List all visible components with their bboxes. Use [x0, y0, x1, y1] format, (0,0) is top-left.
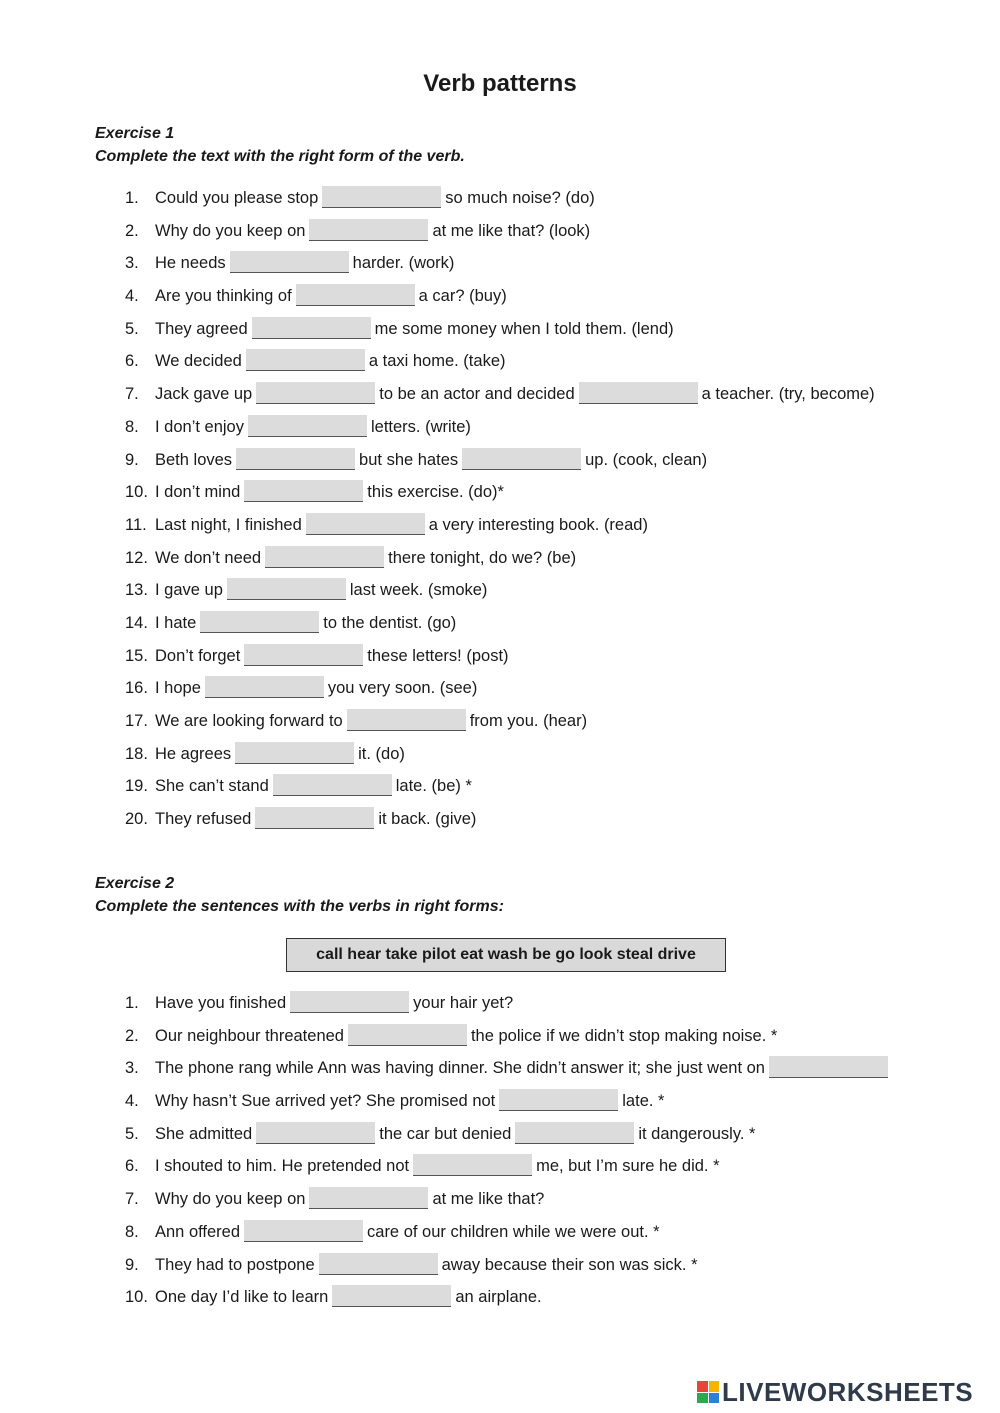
exercise-2-header	[95, 872, 504, 918]
item-number: 2.	[125, 1026, 139, 1045]
item-number: 16.	[125, 679, 148, 698]
item-sentence	[155, 444, 707, 477]
item-sentence	[155, 280, 507, 313]
item-sentence	[155, 640, 509, 673]
item-sentence	[155, 509, 648, 542]
sentence-fragment: Beth loves	[155, 450, 233, 469]
sentence-fragment: me some money when I told them. (lend)	[374, 319, 674, 338]
item-sentence	[155, 345, 505, 378]
exercise-1-heading: Exercise 1	[95, 125, 175, 142]
sentence-fragment: We are looking forward to	[155, 712, 343, 730]
item-sentence	[155, 378, 875, 411]
sentence-fragment: these letters! (post)	[367, 646, 509, 665]
answer-blank[interactable]	[348, 1024, 467, 1046]
answer-blank[interactable]	[255, 807, 374, 829]
sentence-fragment: last week. (smoke)	[349, 581, 488, 600]
item-number: 6.	[125, 352, 139, 371]
sentence-fragment: I don’t enjoy	[155, 417, 244, 436]
answer-blank[interactable]	[256, 382, 375, 404]
sentence-fragment: care of our children while we were out. *	[367, 1222, 660, 1241]
sentence-fragment: a very interesting book. (read)	[428, 515, 648, 534]
answer-blank[interactable]	[244, 644, 363, 666]
item-number: 7.	[125, 1190, 139, 1209]
answer-blank[interactable]	[236, 448, 355, 470]
item-number: 2.	[125, 221, 139, 240]
sentence-fragment: harder. (work)	[352, 254, 455, 273]
sentence-fragment: We decided	[155, 352, 242, 371]
sentence-fragment: They agreed	[155, 319, 248, 338]
sentence-fragment: She can’t stand	[155, 777, 269, 796]
sentence-fragment: He agrees	[155, 744, 232, 763]
sentence-fragment: late. *	[622, 1092, 665, 1111]
sentence-fragment: there tonight, do we? (be)	[388, 548, 577, 567]
sentence-fragment: from you. (hear)	[469, 712, 588, 730]
item-number: 10.	[125, 483, 148, 502]
item-number: 11.	[125, 515, 147, 534]
item-number: 1.	[125, 994, 139, 1012]
answer-blank[interactable]	[413, 1154, 532, 1176]
answer-blank[interactable]	[319, 1253, 438, 1275]
item-number: 8.	[125, 1222, 139, 1241]
item-number: 7.	[125, 385, 139, 404]
logo-square	[709, 1393, 720, 1404]
sentence-fragment: Why hasn’t Sue arrived yet? She promised not	[155, 1092, 496, 1111]
item-number: 3.	[125, 254, 139, 273]
sentence-fragment: this exercise. (do)*	[367, 483, 504, 502]
logo-square	[709, 1381, 720, 1392]
answer-blank[interactable]	[769, 1056, 888, 1078]
answer-blank[interactable]	[309, 219, 428, 241]
item-sentence	[155, 1281, 542, 1314]
answer-blank[interactable]	[332, 1285, 451, 1307]
item-sentence	[155, 1249, 698, 1282]
answer-blank[interactable]	[273, 774, 392, 796]
item-sentence	[155, 247, 454, 280]
sentence-fragment: the police if we didn’t stop making noise. *	[470, 1026, 778, 1045]
item-number: 13.	[125, 581, 148, 600]
sentence-fragment: Have you finished	[155, 994, 287, 1012]
sentence-fragment: a teacher. (try, become)	[701, 385, 875, 404]
liveworksheets-logo	[697, 1377, 973, 1407]
logo-text: LIVEWORKSHEETS	[722, 1376, 974, 1407]
item-number: 15.	[125, 646, 148, 665]
answer-blank[interactable]	[252, 317, 371, 339]
logo-icon	[697, 1381, 719, 1403]
item-sentence	[155, 476, 504, 509]
answer-blank[interactable]	[515, 1122, 634, 1144]
sentence-fragment: Don’t forget	[155, 646, 241, 665]
exercise-2-heading: Exercise 2	[95, 875, 175, 892]
item-sentence	[155, 770, 472, 803]
item-number: 10.	[125, 1288, 148, 1307]
item-number: 1.	[125, 189, 139, 207]
sentence-fragment: you very soon. (see)	[327, 679, 478, 698]
sentence-fragment: at me like that?	[432, 1190, 545, 1209]
answer-blank[interactable]	[347, 709, 466, 731]
item-number: 12.	[125, 548, 148, 567]
item-sentence	[155, 987, 513, 1020]
item-number: 8.	[125, 417, 139, 436]
item-sentence	[155, 607, 456, 640]
item-sentence	[155, 1150, 720, 1183]
item-sentence	[155, 705, 587, 738]
answer-blank[interactable]	[246, 349, 365, 371]
answer-blank[interactable]	[227, 578, 346, 600]
answer-blank[interactable]	[306, 513, 425, 535]
item-number: 14.	[125, 613, 148, 632]
sentence-fragment: an airplane.	[455, 1288, 542, 1307]
sentence-fragment: Our neighbour threatened	[155, 1026, 344, 1045]
sentence-fragment: One day I’d like to learn	[155, 1288, 329, 1307]
answer-blank[interactable]	[290, 991, 409, 1013]
sentence-fragment: your hair yet?	[413, 994, 514, 1012]
sentence-fragment: a car? (buy)	[418, 287, 507, 306]
answer-blank[interactable]	[462, 448, 581, 470]
sentence-fragment: She admitted	[155, 1124, 253, 1143]
sentence-fragment: I gave up	[155, 581, 223, 600]
item-sentence	[155, 672, 477, 705]
item-number: 19.	[125, 777, 148, 796]
sentence-fragment: They had to postpone	[155, 1255, 315, 1274]
answer-blank[interactable]	[244, 480, 363, 502]
answer-blank[interactable]	[248, 415, 367, 437]
sentence-fragment: it dangerously. *	[638, 1124, 756, 1143]
sentence-fragment: Why do you keep on	[155, 221, 306, 240]
sentence-fragment: Ann offered	[155, 1222, 241, 1241]
answer-blank[interactable]	[200, 611, 319, 633]
sentence-fragment: away because their son was sick. *	[441, 1255, 698, 1274]
sentence-fragment: Could you please stop	[155, 189, 319, 207]
answer-blank[interactable]	[579, 382, 698, 404]
sentence-fragment: I hate	[155, 613, 197, 632]
answer-blank[interactable]	[230, 251, 349, 273]
logo-square	[697, 1381, 708, 1392]
answer-blank[interactable]	[322, 186, 441, 208]
item-sentence	[155, 1118, 755, 1151]
sentence-fragment: at me like that? (look)	[432, 221, 591, 240]
item-number: 17.	[125, 712, 148, 730]
item-sentence	[155, 313, 674, 346]
item-sentence	[155, 1183, 544, 1216]
answer-blank[interactable]	[205, 676, 324, 698]
item-sentence	[155, 738, 405, 771]
sentence-fragment: I don’t mind	[155, 483, 241, 502]
item-number: 20.	[125, 810, 148, 829]
item-sentence	[155, 574, 487, 607]
item-sentence	[155, 1085, 664, 1118]
answer-blank[interactable]	[309, 1187, 428, 1209]
item-sentence	[155, 1216, 660, 1249]
item-number: 5.	[125, 1124, 139, 1143]
answer-blank[interactable]	[244, 1220, 363, 1242]
item-number: 4.	[125, 287, 139, 306]
sentence-fragment: it. (do)	[358, 744, 405, 763]
exercise-1-header	[95, 122, 465, 168]
answer-blank[interactable]	[296, 284, 415, 306]
exercise-1-instruction: Complete the text with the right form of the verb.	[95, 148, 465, 165]
logo-square	[697, 1393, 708, 1404]
sentence-fragment: it back. (give)	[378, 810, 477, 829]
answer-blank[interactable]	[235, 742, 354, 764]
sentence-fragment: me, but I’m sure he did. *	[536, 1157, 720, 1176]
sentence-fragment: so much noise? (do)	[445, 189, 595, 207]
sentence-fragment: We don’t need	[155, 548, 262, 567]
sentence-fragment: but she hates	[359, 450, 459, 469]
answer-blank[interactable]	[256, 1122, 375, 1144]
sentence-fragment: He needs	[155, 254, 226, 273]
sentence-fragment: to be an actor and decided	[379, 385, 575, 404]
item-number: 3.	[125, 1059, 139, 1078]
item-sentence	[155, 1052, 892, 1085]
item-number: 18.	[125, 744, 148, 763]
sentence-fragment: I shouted to him. He pretended not	[155, 1157, 410, 1176]
item-number: 5.	[125, 319, 139, 338]
page-title: Verb patterns	[423, 70, 577, 97]
item-number: 9.	[125, 450, 139, 469]
item-sentence	[155, 1020, 777, 1053]
sentence-fragment: Last night, I finished	[155, 515, 302, 534]
item-sentence	[155, 182, 595, 215]
item-sentence	[155, 411, 471, 444]
item-sentence	[155, 803, 476, 836]
item-sentence	[155, 542, 576, 575]
sentence-fragment: Why do you keep on	[155, 1190, 306, 1209]
sentence-fragment: The phone rang while Ann was having dinner. She didn’t answer it; she just went on	[155, 1059, 765, 1078]
sentence-fragment: a taxi home. (take)	[368, 352, 506, 371]
sentence-fragment: late. (be) *	[395, 777, 472, 796]
answer-blank[interactable]	[499, 1089, 618, 1111]
exercise-2-instruction: Complete the sentences with the verbs in right forms:	[95, 898, 504, 915]
sentence-fragment: Are you thinking of	[155, 287, 292, 306]
sentence-fragment: the car but denied	[379, 1124, 512, 1143]
word-bank: call hear take pilot eat wash be go look steal drive	[286, 938, 726, 972]
item-number: 4.	[125, 1092, 139, 1111]
item-number: 9.	[125, 1255, 139, 1274]
item-sentence	[155, 215, 590, 248]
sentence-fragment: I hope	[155, 679, 201, 698]
answer-blank[interactable]	[265, 546, 384, 568]
sentence-fragment: Jack gave up	[155, 385, 253, 404]
sentence-fragment: letters. (write)	[370, 417, 471, 436]
sentence-fragment: to the dentist. (go)	[323, 613, 457, 632]
item-number: 6.	[125, 1157, 139, 1176]
sentence-fragment: up. (cook, clean)	[585, 450, 708, 469]
sentence-fragment: They refused	[155, 810, 252, 829]
